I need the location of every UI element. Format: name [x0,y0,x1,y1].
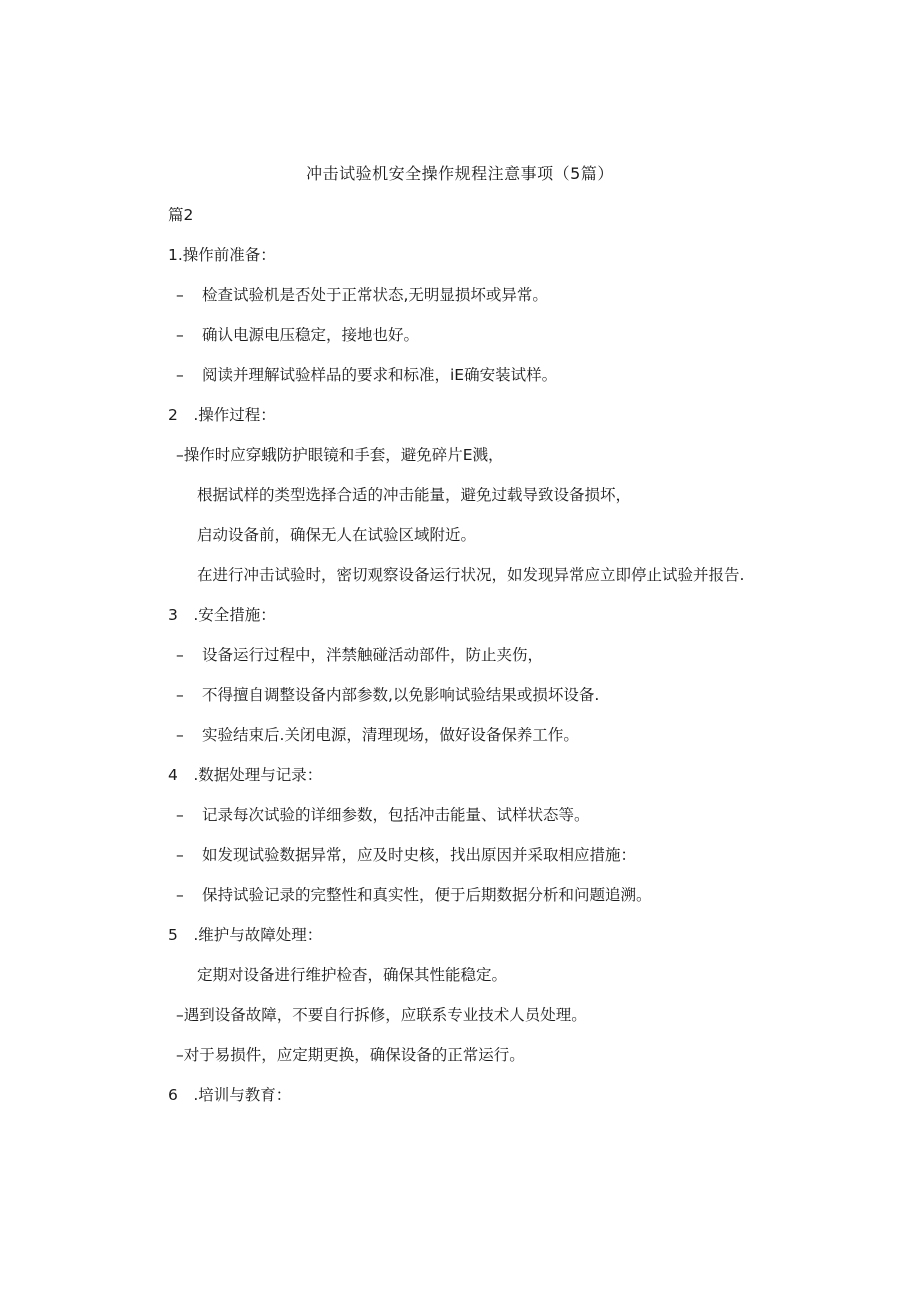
list-item-text: 设备运行过程中，泮禁触碰活动部件，防止夹伤， [202,646,544,664]
list-item [176,284,548,306]
list-item [176,644,543,666]
paragraph-line: 根据试样的类型选择合适的冲击能量，避免过载导致设备损坏， [197,486,632,504]
list-item-text: 检查试验机是否处于正常状态,无明显损坏或异常。 [202,286,548,304]
list-item-text: 保持试验记录的完整性和真实性，便于后期数据分析和问题追溯。 [202,886,652,904]
list-item-text: 实验结束后.关闭电源，清理现场，做好设备保养工作。 [202,726,579,744]
dash-marker: – [176,286,184,304]
section-heading-4: 4 .数据处理与记录： [168,766,323,784]
document-title: 冲击试验机安全操作规程注意事项（5篇） [306,164,614,183]
list-item-text: 记录每次试验的详细参数，包括冲击能量、试样状态等。 [202,806,590,824]
list-item: –遇到设备故障，不要自行拆修，应联系专业技术人员处理。 [176,1006,587,1024]
dash-marker: – [176,726,184,744]
dash-marker: – [176,806,184,824]
list-item [176,684,599,706]
list-item [176,324,419,346]
paragraph-line: 定期对设备进行维护检杳，确保其性能稳定。 [197,966,508,984]
list-item [176,804,590,826]
dash-marker: – [176,846,184,864]
section-heading-3: 3 .安全措施： [168,606,276,624]
section-heading-1: 1.操作前准备： [168,246,276,264]
list-item-text: 确认电源电压稳定，接地也好。 [202,326,420,344]
list-item: –操作时应穿蛾防护眼镜和手套，避免碎片E溅， [176,446,504,464]
list-item-text: 不得擅自调整设备内部参数,以免影响试验结果或损坏设备. [202,686,600,704]
paragraph-line: 启动设备前，确保无人在试验区域附近。 [197,526,477,544]
dash-marker: – [176,366,184,384]
section-heading-5: 5 .维护与故障处理： [168,926,323,944]
list-item [176,884,652,906]
part-label: 篇2 [168,206,194,224]
dash-marker: – [176,646,184,664]
list-item [176,724,579,746]
section-heading-6: 6 .培训与教育： [168,1086,292,1104]
section-heading-2: 2 .操作过程： [168,406,276,424]
dash-marker: – [176,686,184,704]
dash-marker: – [176,326,184,344]
list-item-text: 如发现试验数据异常，应及时史核，找出原因并采取相应措施： [202,846,637,864]
list-item-text: 阅读并理解试验样品的要求和标准，iE确安装试样。 [202,366,558,384]
list-item [176,364,557,386]
list-item: –对于易损件，应定期更换，确保设备的正常运行。 [176,1046,525,1064]
dash-marker: – [176,886,184,904]
paragraph-line: 在进行冲击试验时，密切观察设备运行状况，如发现异常应立即停止试验并报告. [197,566,745,584]
list-item [176,844,636,866]
